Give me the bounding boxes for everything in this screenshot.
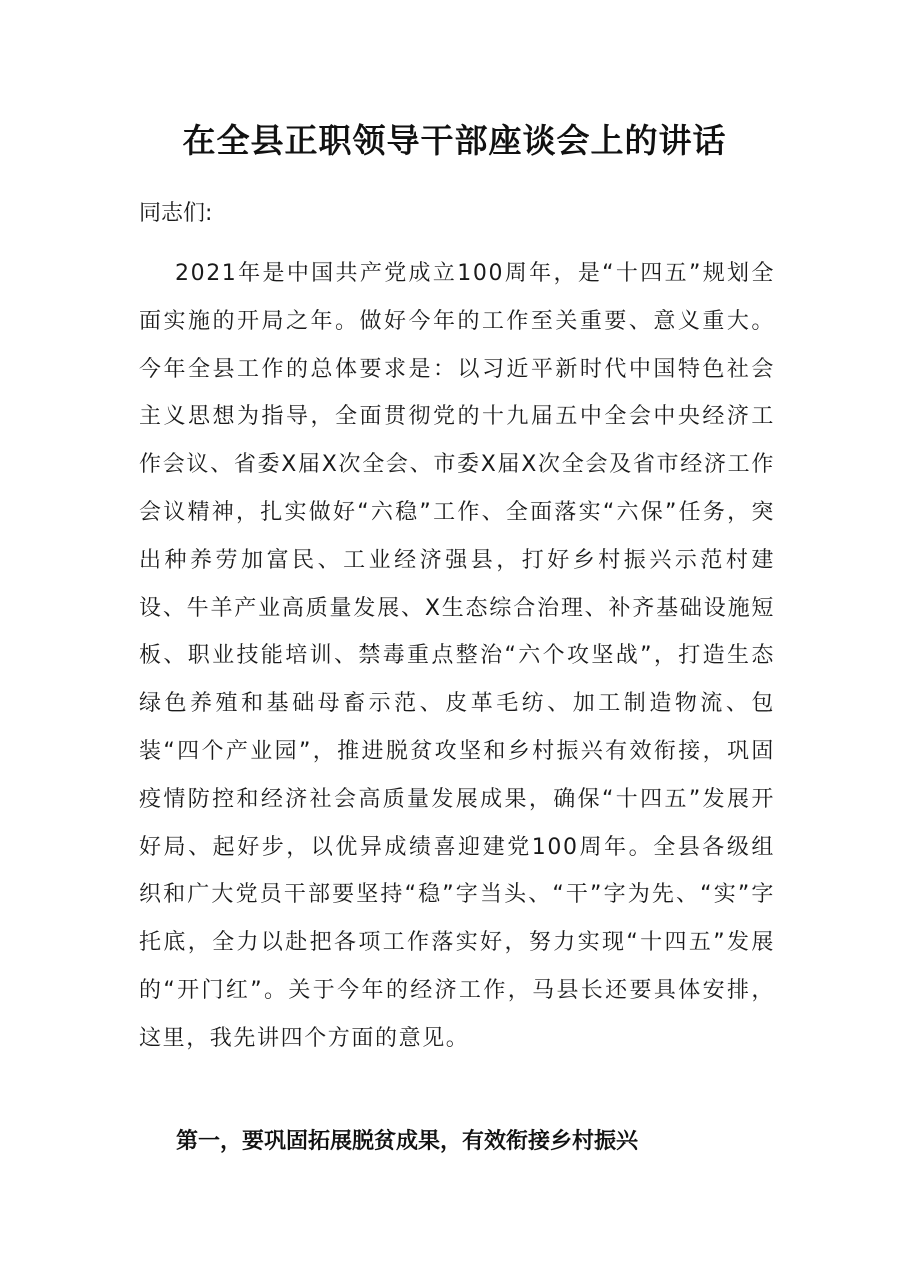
salutation: 同志们:	[139, 201, 213, 226]
document-title: 在全县正职领导干部座谈会上的讲话	[182, 121, 727, 160]
section-heading: 第一，要巩固拓展脱贫成果，有效衔接乡村振兴	[176, 1129, 639, 1154]
body-paragraph: 2021年是中国共产党成立100周年，是“十四五”规划全面实施的开局之年。做好今年的工作至关重要、意义重大。今年全县工作的总体要求是：以习近平新时代中国特色社会主义思想为指导，全面贯彻党的十九届五中全会中央经济工作会议、省委X届X次全会、市委X届X次全会及省市经济工作会议精神，扎实做好“六稳”工作、全面落实“六保”任务，突出种养劳加富民、工业经济强县，打好乡村振兴示范村建设、牛羊产业高质量发展、X生态综合治理、补齐基础设施短板、职业技能培训、禁毒重点整治“六个攻坚战”，打造生态绿色养殖和基础母畜示范、皮革毛纺、加工制造物流、包装“四个产业园”，推进脱贫攻坚和乡村振兴有效衔接，巩固疫情防控和经济社会高质量发展成果，确保“十四五”发展开好局、起好步，以优异成绩喜迎建党100周年。全县各级组织和广大党员干部要坚持“稳”字当头、“干”字为先、“实”字托底，全力以赴把各项工作落实好，努力实现“十四五”发展的“开门红”。关于今年的经济工作，马县长还要具体安排，这里，我先讲四个方面的意见。	[139, 261, 775, 1051]
